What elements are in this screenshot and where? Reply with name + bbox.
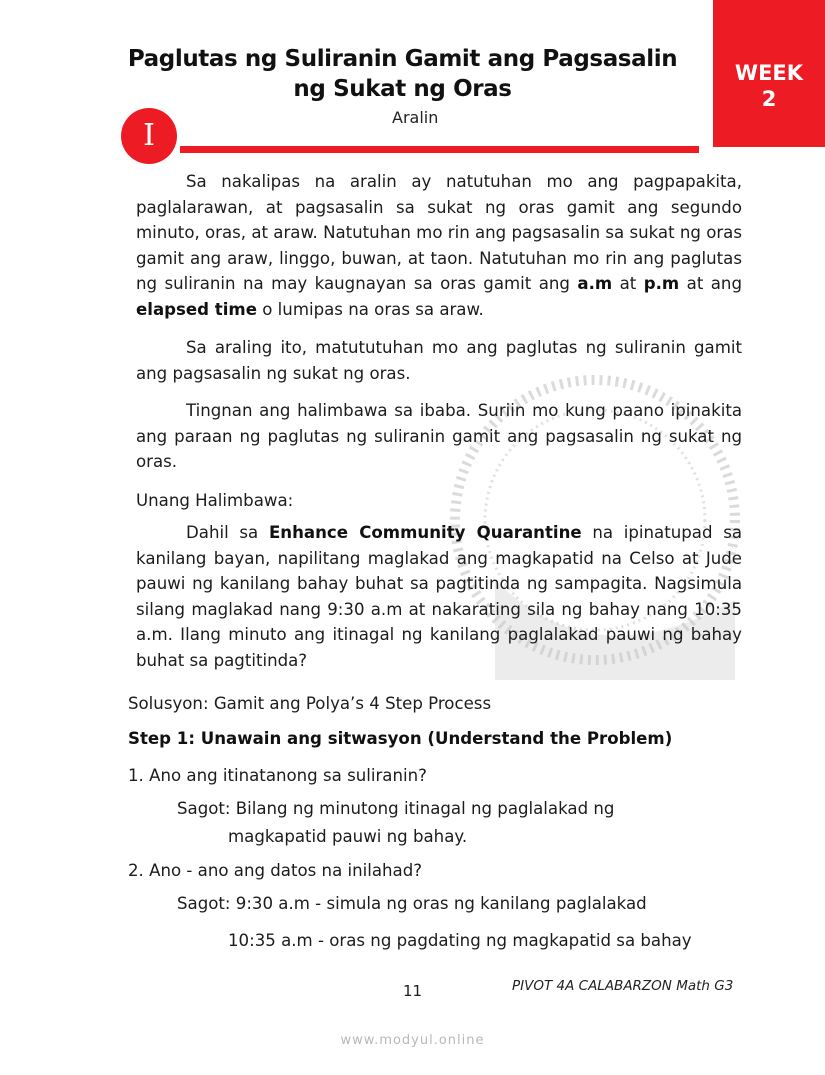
page-number: 11 bbox=[403, 982, 423, 1000]
question-2: 2. Ano - ano ang datos na inilahad? bbox=[128, 861, 423, 880]
week-badge bbox=[713, 0, 825, 147]
section-label: Aralin bbox=[392, 108, 439, 127]
intro-paragraph-3: Tingnan ang halimbawa sa ibaba. Suriin mo kung paano ipinakita ang paraan ng paglutas ng suliranin gamit ang pagsasalin ng sukat ng oras. bbox=[136, 401, 742, 471]
week-number: 2 bbox=[761, 87, 777, 111]
week-label: WEEK bbox=[734, 61, 804, 85]
section-letter-badge: I bbox=[121, 108, 177, 164]
intro-paragraph-1: Sa nakalipas na aralin ay natutuhan mo ang pagpapakita, paglalarawan, at pagsasalin sa sukat ng oras gamit ang segundo minuto, oras, at araw. Natutuhan mo rin ang pagsasalin sa sukat ng oras gamit ang araw, linggo, buwan, at taon. Natutuhan mo rin ang paglutas ng suliranin na may kaugnayan sa oras gamit ang a.m at p.m at ang elapsed time o lumipas na oras sa araw. bbox=[136, 172, 742, 319]
answer-1-line-1: Sagot: Bilang ng minutong itinagal ng paglalakad ng bbox=[177, 799, 615, 818]
title-line-2: ng Sukat ng Oras bbox=[293, 76, 512, 102]
page-title bbox=[110, 44, 695, 104]
intro-paragraph-2: Sa araling ito, matututuhan mo ang paglutas ng suliranin gamit ang pagsasalin ng sukat ng oras. bbox=[136, 338, 742, 383]
example-paragraph: Dahil sa Enhance Community Quarantine na ipinatupad sa kanilang bayan, napilitang maglakad ang magkapatid na Celso at Jude pauwi ng kanilang bahay buhat sa pagtitinda ng sampagita. Nagsimula silang maglakad nang 9:30 a.m at nakarating sila ng bahay nang 10:35 a.m. Ilang minuto ang itinagal ng kanilang paglalakad pauwi ng bahay buhat sa pagtitinda? bbox=[136, 523, 743, 670]
publication-label: PIVOT 4A CALABARZON Math G3 bbox=[512, 978, 734, 994]
question-1: 1. Ano ang itinatanong sa suliranin? bbox=[128, 766, 427, 785]
header-divider bbox=[180, 146, 699, 153]
solution-intro: Solusyon: Gamit ang Polya’s 4 Step Process bbox=[128, 694, 492, 713]
title-line-1: Paglutas ng Suliranin Gamit ang Pagsasalin bbox=[127, 46, 678, 72]
answer-2-line-2: 10:35 a.m - oras ng pagdating ng magkapatid sa bahay bbox=[228, 931, 692, 950]
step-1-heading: Step 1: Unawain ang sitwasyon (Understand the Problem) bbox=[128, 729, 673, 748]
answer-1-line-2: magkapatid pauwi ng bahay. bbox=[228, 827, 468, 846]
example-heading: Unang Halimbawa: bbox=[136, 491, 294, 510]
answer-2-line-1: Sagot: 9:30 a.m - simula ng oras ng kanilang paglalakad bbox=[177, 894, 647, 913]
site-watermark: www.modyul.online bbox=[340, 1033, 485, 1048]
